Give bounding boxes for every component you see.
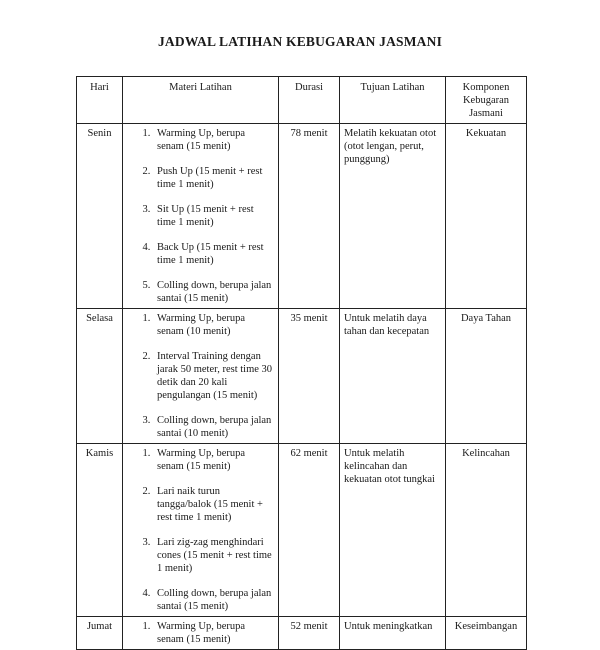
- list-item: 2. Lari naik turun tangga/balok (15 menit + rest time 1 menit): [153, 485, 274, 524]
- list-item: 3. Sit Up (15 menit + rest time 1 menit): [153, 203, 274, 229]
- table-row: [77, 444, 527, 617]
- goal-cell: Untuk melatih daya tahan dan kecepatan: [340, 309, 446, 444]
- duration-cell: 78 menit: [279, 124, 340, 309]
- duration-cell: 35 menit: [279, 309, 340, 444]
- material-cell: [123, 124, 279, 309]
- component-cell: Kekuatan: [446, 124, 527, 309]
- list-item: 2. Push Up (15 menit + rest time 1 menit): [153, 165, 274, 191]
- goal-cell: Untuk melatih kelincahan dan kekuatan otot tungkai: [340, 444, 446, 617]
- header-goal: Tujuan Latihan: [340, 77, 446, 124]
- list-item: 4. Colling down, berupa jalan santai (15 menit): [153, 587, 274, 613]
- day-cell: Jumat: [77, 617, 123, 650]
- material-cell: [123, 309, 279, 444]
- list-item: 1. Warming Up, berupa senam (15 menit): [153, 447, 274, 473]
- exercise-list: [127, 312, 274, 440]
- schedule-table: [76, 76, 527, 650]
- table-header-row: [77, 77, 527, 124]
- exercise-list: [127, 620, 274, 646]
- table-row: [77, 617, 527, 650]
- list-item: 2. Interval Training dengan jarak 50 meter, rest time 30 detik dan 20 kali pengulangan (15 menit): [153, 350, 274, 402]
- list-item: 1. Warming Up, berupa senam (10 menit): [153, 312, 274, 338]
- exercise-list: [127, 447, 274, 613]
- day-cell: Selasa: [77, 309, 123, 444]
- material-cell: [123, 444, 279, 617]
- duration-cell: 52 menit: [279, 617, 340, 650]
- goal-cell: Melatih kekuatan otot (otot lengan, perut, punggung): [340, 124, 446, 309]
- component-cell: Keseimbangan: [446, 617, 527, 650]
- exercise-list: [127, 127, 274, 305]
- list-item: 1. Warming Up, berupa senam (15 menit): [153, 127, 274, 153]
- list-item: 4. Back Up (15 menit + rest time 1 menit): [153, 241, 274, 267]
- list-item: 5. Colling down, berupa jalan santai (15 menit): [153, 279, 274, 305]
- material-cell: [123, 617, 279, 650]
- list-item: 3. Lari zig-zag menghindari cones (15 menit + rest time 1 menit): [153, 536, 274, 575]
- component-cell: Daya Tahan: [446, 309, 527, 444]
- header-component: Komponen Kebugaran Jasmani: [446, 77, 527, 124]
- header-material: Materi Latihan: [123, 77, 279, 124]
- list-item: 1. Warming Up, berupa senam (15 menit): [153, 620, 274, 646]
- duration-cell: 62 menit: [279, 444, 340, 617]
- table-row: [77, 309, 527, 444]
- goal-cell: Untuk meningkatkan: [340, 617, 446, 650]
- document-title: JADWAL LATIHAN KEBUGARAN JASMANI: [157, 34, 443, 49]
- header-duration: Durasi: [279, 77, 340, 124]
- table-row: [77, 124, 527, 309]
- day-cell: Kamis: [77, 444, 123, 617]
- list-item: 3. Colling down, berupa jalan santai (10 menit): [153, 414, 274, 440]
- header-day: Hari: [77, 77, 123, 124]
- component-cell: Kelincahan: [446, 444, 527, 617]
- day-cell: Senin: [77, 124, 123, 309]
